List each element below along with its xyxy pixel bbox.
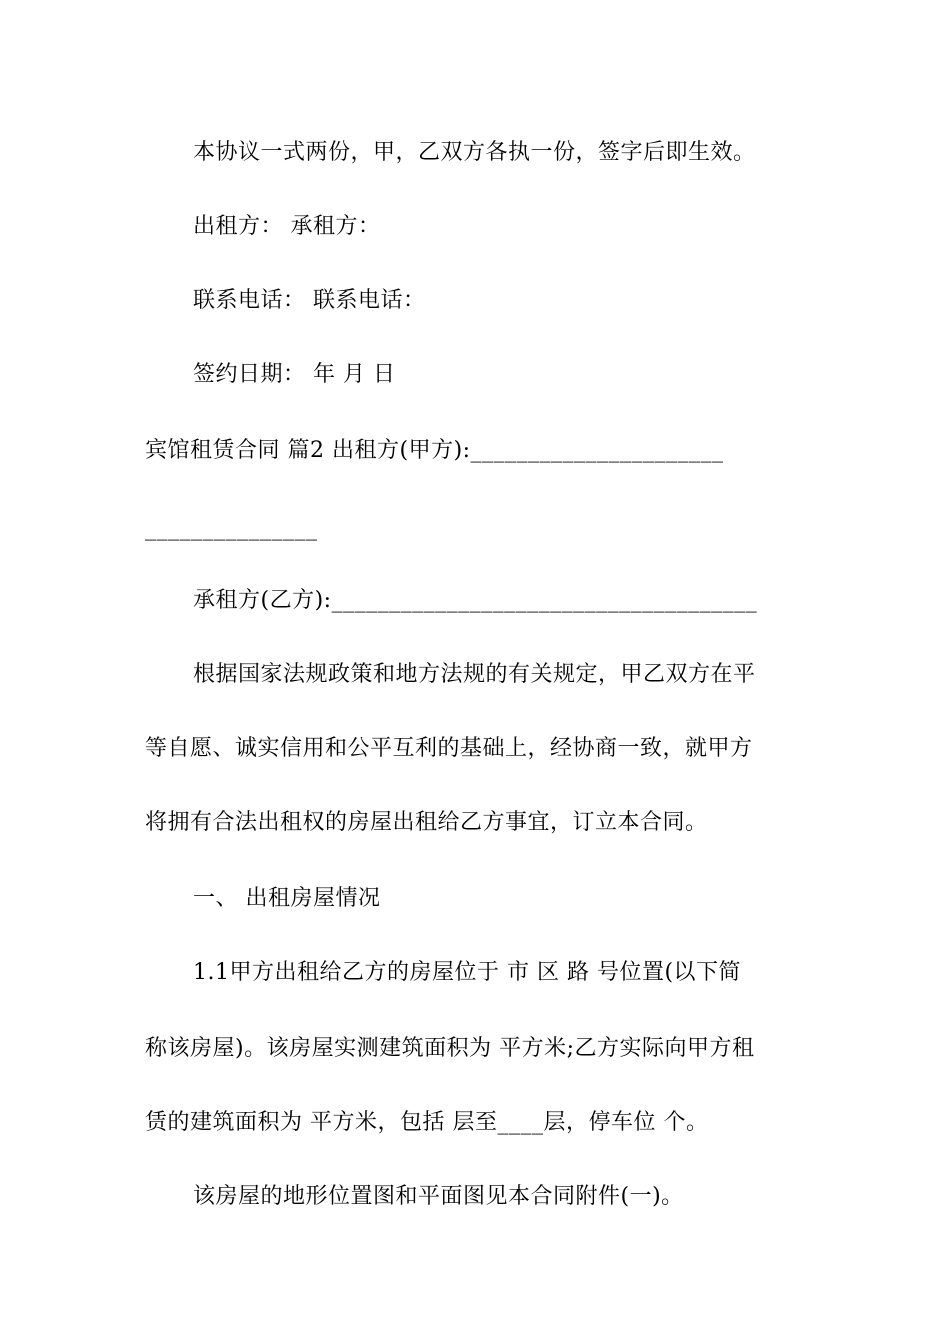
clause-1-1-line-2: 称该房屋)。该房屋实测建筑面积为 平方米;乙方实际向甲方租 — [145, 1036, 755, 1061]
paragraph-effect-clause: 本协议一式两份，甲，乙双方各执一份，签字后即生效。 — [193, 140, 756, 165]
sign-date-line: 签约日期： 年 月 日 — [193, 362, 396, 387]
contact-phone-line: 联系电话： 联系电话： — [193, 288, 426, 313]
preamble-line-2: 等自愿、诚实信用和公平互利的基础上，经协商一致，就甲方 — [145, 736, 753, 761]
attachment-reference: 该房屋的地形位置图和平面图见本合同附件(一)。 — [193, 1184, 684, 1209]
section-heading-rental-property: 一、 出租房屋情况 — [193, 886, 381, 911]
contract-title-lessor-line: 宾馆租赁合同 篇2 出租方(甲方):______________________ — [145, 438, 724, 463]
clause-1-1-line-1: 1.1甲方出租给乙方的房屋位于 市 区 路 号位置(以下简 — [193, 960, 742, 985]
preamble-line-1: 根据国家法规政策和地方法规的有关规定，甲乙双方在平 — [193, 662, 756, 687]
lessee-line: 承租方(乙方):_____________________________________ — [193, 588, 758, 613]
preamble-line-3: 将拥有合法出租权的房屋出租给乙方事宜，订立本合同。 — [145, 810, 708, 835]
signature-parties: 出租方： 承租方： — [193, 214, 381, 239]
lessor-blank-continuation: _______________ — [145, 516, 318, 541]
clause-1-1-line-3: 赁的建筑面积为 平方米，包括 层至____层，停车位 个。 — [145, 1110, 709, 1135]
